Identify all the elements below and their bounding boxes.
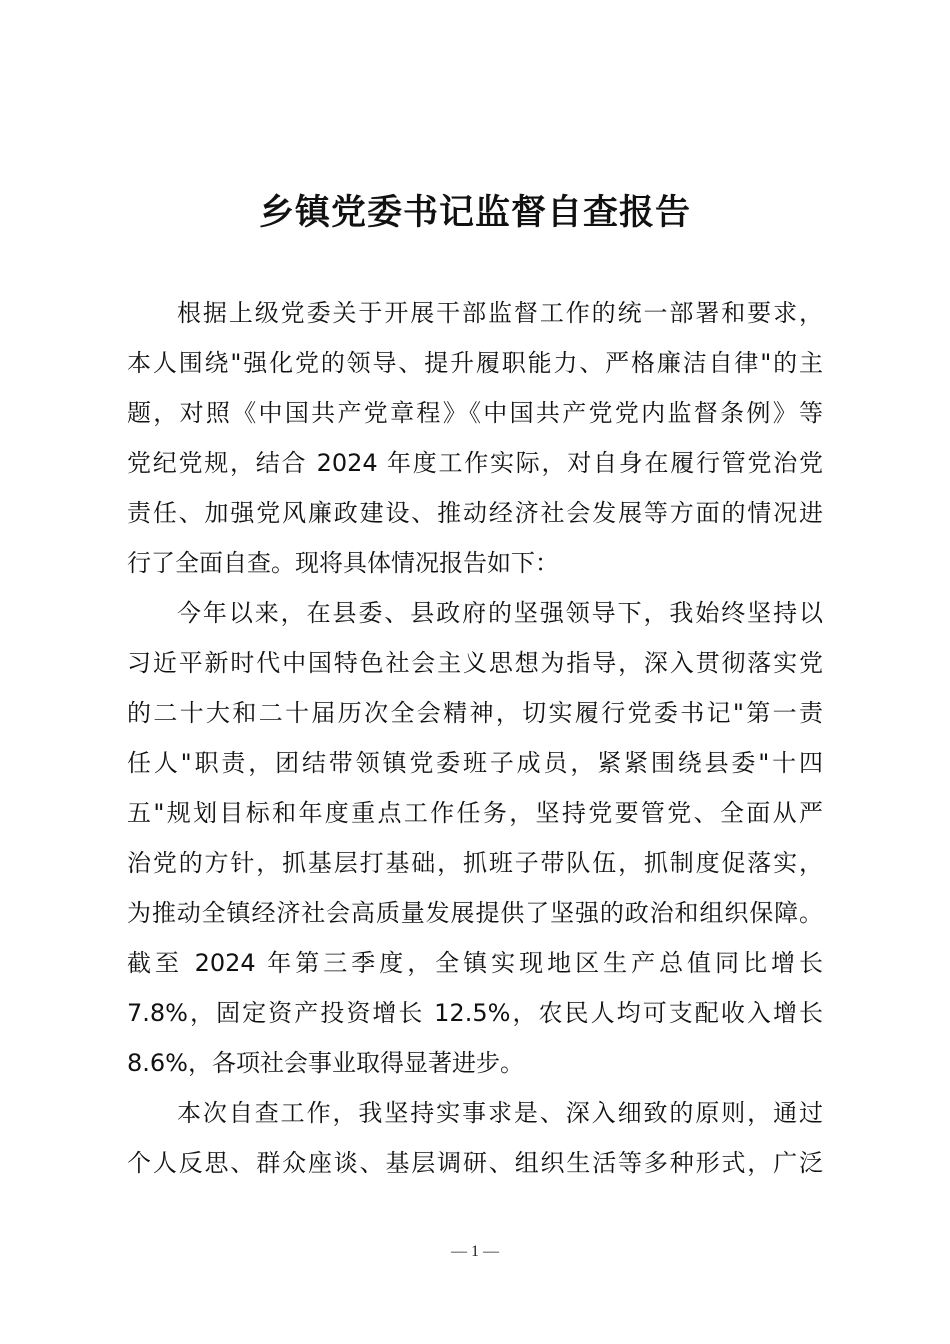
- document-title: 乡镇党委书记监督自查报告: [258, 192, 691, 233]
- paragraph-1-line: 行了全面自查。现将具体情况报告如下：: [127, 549, 559, 577]
- paragraph-1-line: 根据上级党委关于开展干部监督工作的统一部署和要求，: [177, 299, 823, 327]
- paragraph-2-line: 习近平新时代中国特色社会主义思想为指导，深入贯彻落实党: [127, 649, 823, 677]
- paragraph-3-line: 个人反思、群众座谈、基层调研、组织生活等多种形式，广泛: [127, 1149, 823, 1177]
- paragraph-3-line: 本次自查工作，我坚持实事求是、深入细致的原则，通过: [177, 1099, 823, 1127]
- paragraph-2-line: 五"规划目标和年度重点工作任务，坚持党要管党、全面从严: [127, 799, 823, 827]
- document-body: [127, 288, 823, 1188]
- paragraph-2-line: 治党的方针，抓基层打基础，抓班子带队伍，抓制度促落实，: [127, 849, 823, 877]
- paragraph-2-line: 7.8%，固定资产投资增长 12.5%，农民人均可支配收入增长: [127, 999, 823, 1027]
- paragraph-2-line: 截至 2024 年第三季度，全镇实现地区生产总值同比增长: [127, 949, 823, 977]
- paragraph-2-line: 任人"职责，团结带领镇党委班子成员，紧紧围绕县委"十四: [127, 749, 823, 777]
- paragraph-1-line: 党纪党规，结合 2024 年度工作实际，对自身在履行管党治党: [127, 449, 823, 477]
- paragraph-1-line: 本人围绕"强化党的领导、提升履职能力、严格廉洁自律"的主: [127, 349, 823, 377]
- paragraph-2-line: 为推动全镇经济社会高质量发展提供了坚强的政治和组织保障。: [127, 899, 823, 927]
- paragraph-2-line: 今年以来，在县委、县政府的坚强领导下，我始终坚持以: [177, 599, 823, 627]
- paragraph-1-line: 题，对照《中国共产党章程》《中国共产党党内监督条例》等: [127, 399, 823, 427]
- paragraph-1-line: 责任、加强党风廉政建设、推动经济社会发展等方面的情况进: [127, 499, 823, 527]
- paragraph-2-line: 8.6%，各项社会事业取得显著进步。: [127, 1049, 524, 1077]
- page-number: — 1 —: [451, 1243, 499, 1260]
- paragraph-2-line: 的二十大和二十届历次全会精神，切实履行党委书记"第一责: [127, 699, 823, 727]
